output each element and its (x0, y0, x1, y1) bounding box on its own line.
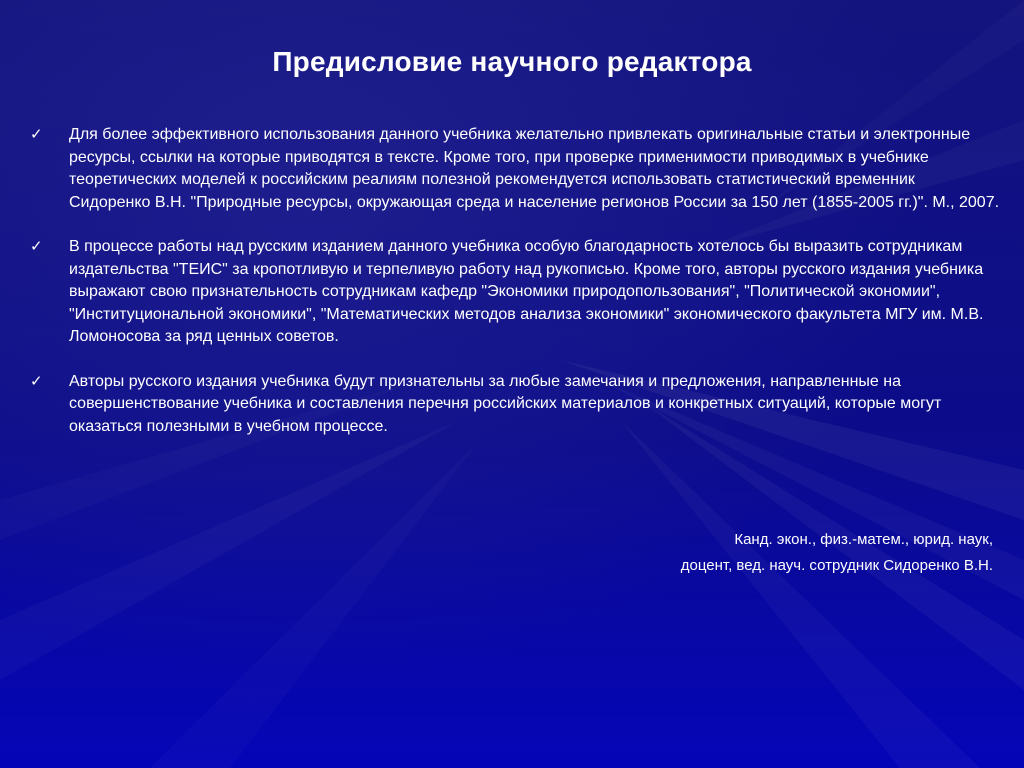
bullet-text: В процессе работы над русским изданием данного учебника особую благодарность хотелось бы выразить сотрудникам издательства "ТЕИС" за кропотливую и терпеливую работу над рукописью. Кроме того, авторы русского издания учебника выражают свою признательность сотрудникам кафедр "Экономики природопользования", "Политической экономии", "Институциональной экономики", "Математических методов анализа экономики" экономического факультета МГУ им. М.В. Ломоносова за ряд ценных советов. (69, 238, 984, 345)
check-icon: ✓ (30, 126, 43, 143)
bullet-text: Авторы русского издания учебника будут признательны за любые замечания и предложения, направленные на совершенствование учебника и составления перечня российских материалов и конкретных ситуаций, которые могут оказаться полезными в учебном процессе. (69, 372, 942, 435)
bullet-text: Для более эффективного использования данного учебника желательно привлекать оригинальные статьи и электронные ресурсы, ссылки на которые приводятся в тексте. Кроме того, при проверке применимости приводимых в учебнике теоретических моделей к российским реалиям полезной рекомендуется использовать статистический временник Сидоренко В.Н. "Природные ресурсы, окружающая среда и население регионов России за 150 лет (1855-2005 гг.)". М., 2007. (69, 126, 1000, 211)
slide-title: Предисловие научного редактора (272, 46, 752, 77)
signature-line-name: доцент, вед. науч. сотрудник Сидоренко В.Н. (680, 557, 993, 574)
check-icon: ✓ (30, 372, 43, 390)
bullet-item (30, 124, 1000, 214)
bullet-item (30, 371, 1000, 439)
signature (681, 527, 993, 579)
check-icon: ✓ (30, 238, 43, 255)
bullet-list (30, 124, 1000, 438)
signature-line-degree: Канд. экон., физ.-матем., юрид. наук, (734, 531, 993, 548)
bullet-item (30, 236, 1000, 349)
